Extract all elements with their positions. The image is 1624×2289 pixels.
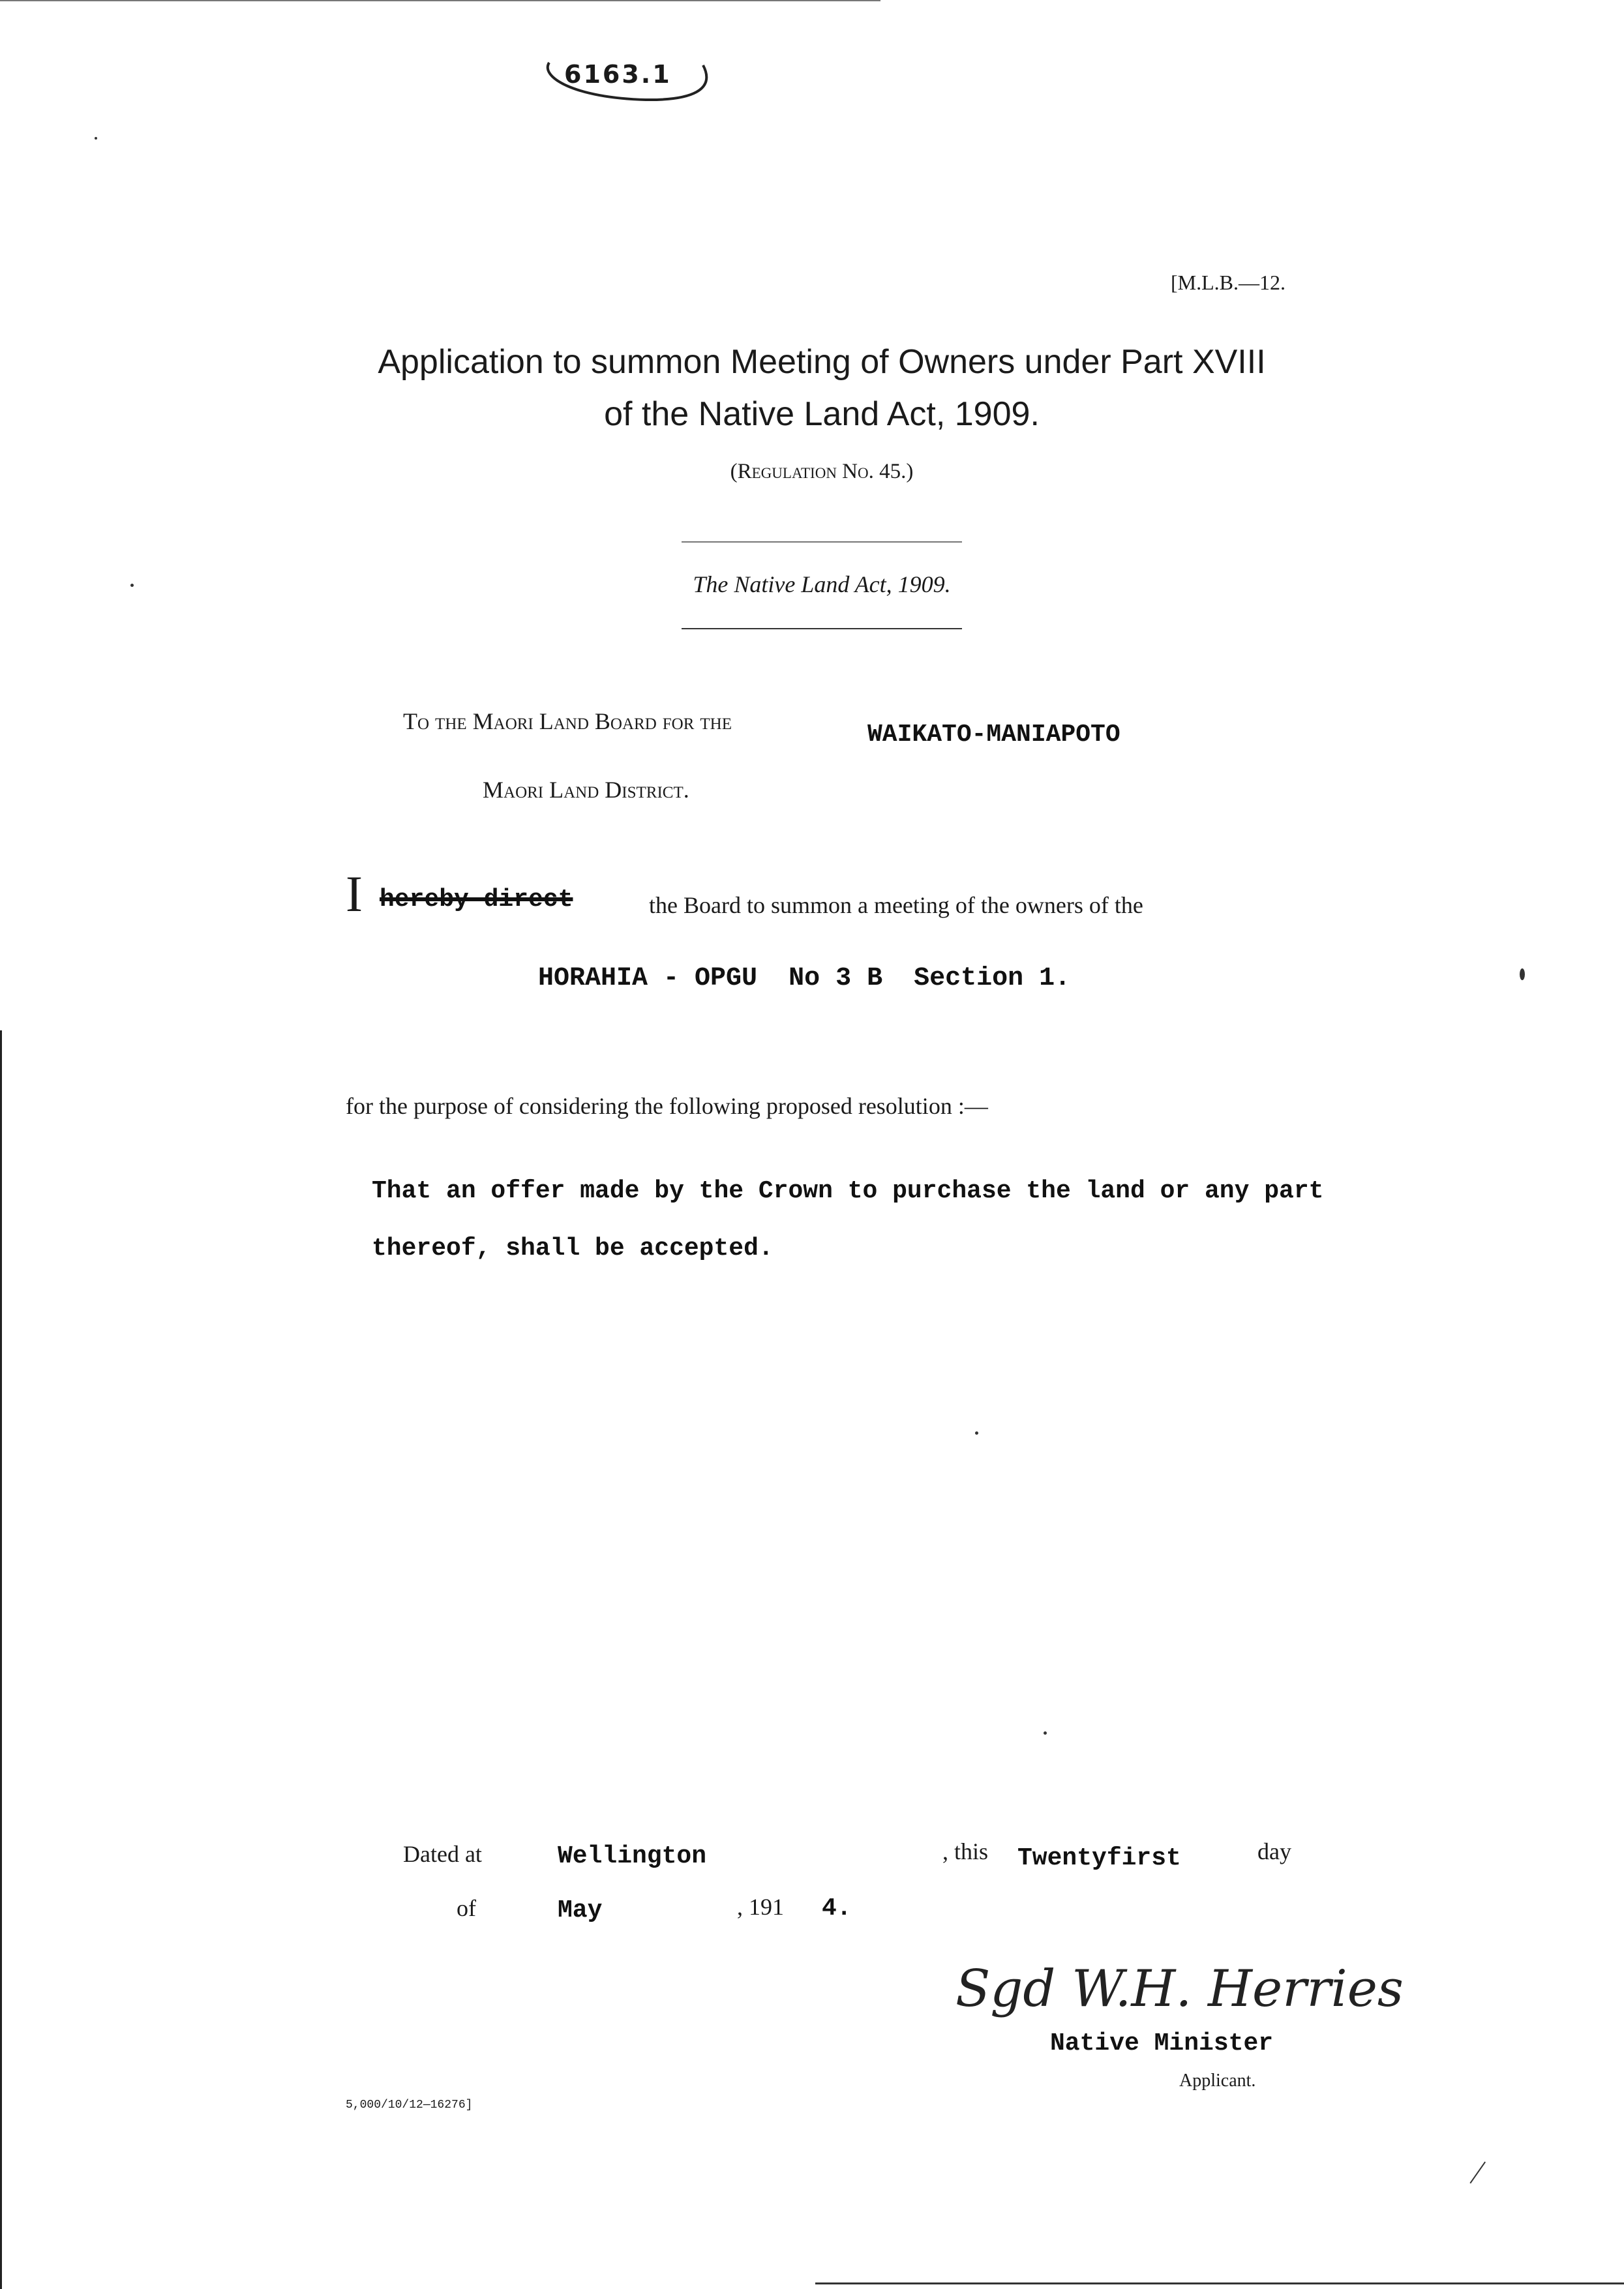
district-name: WAIKATO-MANIAPOTO — [867, 721, 1120, 749]
purpose-text: for the purpose of considering the following proposed resolution :— — [346, 1093, 988, 1119]
handwritten-signature: Sgd W.H. Herries — [955, 1960, 1404, 2018]
reference-number-text: 6163.1 — [564, 60, 672, 89]
typed-request: hereby direct — [380, 886, 573, 914]
form-code: [M.L.B.—12. — [1171, 271, 1286, 294]
title-line-2: of the Native Land Act, 1909. — [604, 395, 1040, 433]
dated-place: Wellington — [558, 1842, 707, 1870]
scan-left-edge — [0, 1030, 2, 2289]
this-label: , this — [942, 1838, 989, 1864]
dated-label: Dated at — [403, 1841, 482, 1867]
day-label: day — [1257, 1838, 1291, 1864]
year-prefix: , 191 — [737, 1894, 784, 1920]
scan-speck — [130, 584, 134, 587]
year-suffix: 4. — [822, 1894, 852, 1922]
land-block: HORAHIA - OPGU No 3 B Section 1. — [538, 964, 1071, 993]
applicant-pronoun: I — [346, 865, 363, 922]
day-value: Twentyfirst — [1017, 1844, 1181, 1872]
district-suffix: Maori Land District. — [483, 777, 689, 803]
scan-speck — [95, 137, 97, 140]
request-text: the Board to summon a meeting of the owners of the — [649, 892, 1143, 918]
scan-speck — [1044, 1731, 1047, 1735]
scan-mark — [1469, 2161, 1501, 2194]
regulation-number: (Regulation No. 45.) — [730, 460, 914, 483]
handwritten-reference-number — [535, 51, 717, 110]
print-code: 5,000/10/12—16276] — [346, 2099, 473, 2112]
to-board-prefix: To the Maori Land Board for the — [403, 708, 732, 734]
applicant-title: Native Minister — [1050, 2029, 1274, 2057]
divider-lower — [682, 628, 962, 629]
scan-speck — [975, 1431, 978, 1435]
resolution-line-1: That an offer made by the Crown to purchase the land or any part — [372, 1177, 1324, 1205]
month-value: May — [558, 1896, 603, 1924]
of-label: of — [457, 1895, 476, 1921]
resolution-line-2: thereof, shall be accepted. — [372, 1234, 774, 1263]
title-line-1: Application to summon Meeting of Owners under Part XVIII — [378, 343, 1266, 381]
divider-upper — [682, 541, 962, 543]
scan-top-edge — [0, 0, 880, 1]
scan-speck — [1520, 968, 1525, 980]
applicant-label: Applicant. — [1179, 2071, 1256, 2091]
act-heading: The Native Land Act, 1909. — [693, 571, 951, 597]
scan-bottom-edge — [815, 2282, 1624, 2284]
